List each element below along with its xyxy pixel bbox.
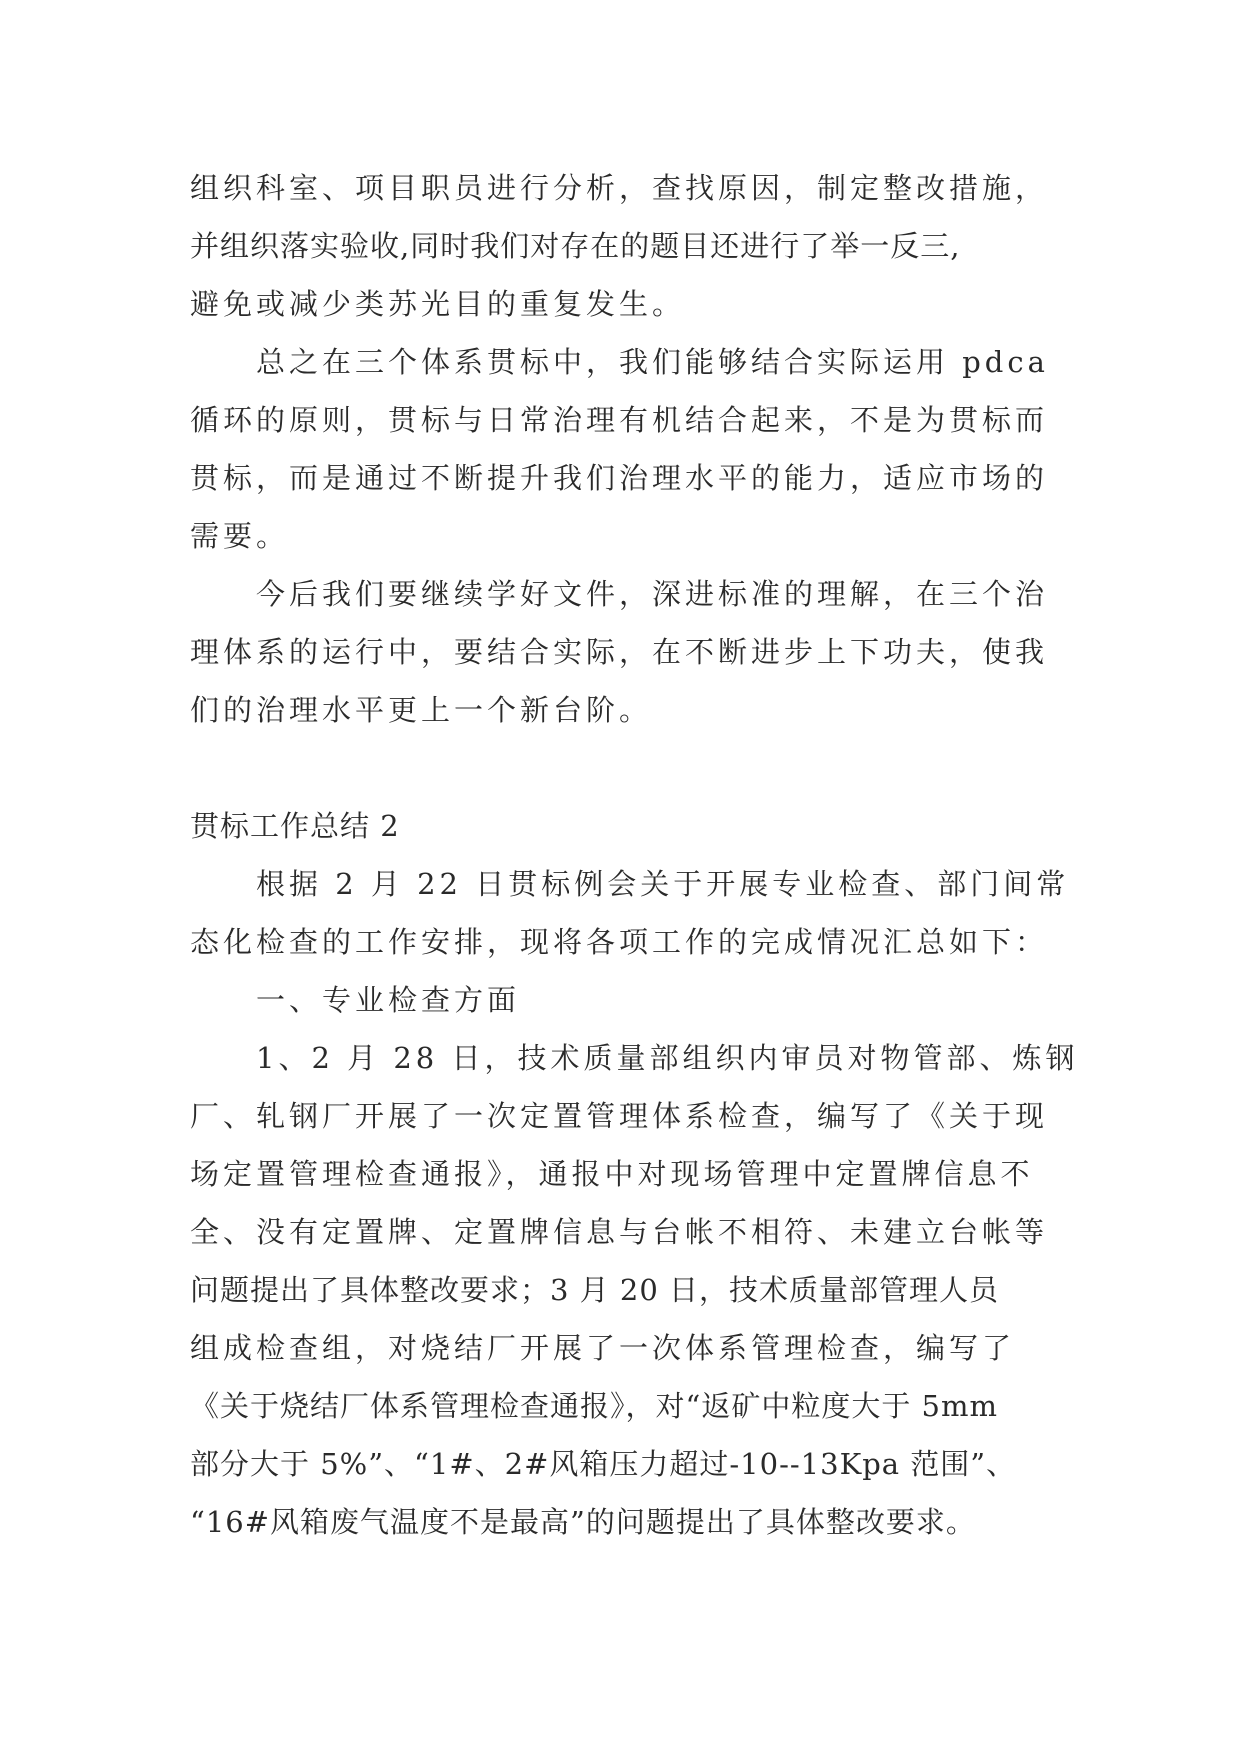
body-line: “16#风箱废气温度不是最高”的问题提出了具体整改要求。: [190, 1505, 976, 1539]
body-line: 态化检查的工作安排，现将各项工作的完成情况汇总如下：: [190, 925, 1049, 959]
body-line: 组织科室、项目职员进行分析，查找原因，制定整改措施，: [190, 171, 1049, 205]
body-line: 避免或减少类苏光目的重复发生。: [190, 287, 686, 321]
paragraph-first-line: 1、2 月 28 日，技术质量部组织内审员对物管部、炼钢: [256, 1041, 1079, 1075]
body-line: 《关于烧结厂体系管理检查通报》，对“返矿中粒度大于 5mm: [190, 1389, 998, 1423]
body-line: 理体系的运行中，要结合实际，在不断进步上下功夫，使我: [190, 635, 1049, 669]
body-line: 厂、轧钢厂开展了一次定置管理体系检查，编写了《关于现: [190, 1099, 1049, 1133]
body-line: 贯标，而是通过不断提升我们治理水平的能力，适应市场的: [190, 461, 1049, 495]
body-line: 组成检查组，对烧结厂开展了一次体系管理检查，编写了: [190, 1331, 1016, 1365]
body-line: 循环的原则，贯标与日常治理有机结合起来，不是为贯标而: [190, 403, 1049, 437]
body-line: 场定置管理检查通报》，通报中对现场管理中定置牌信息不: [190, 1157, 1034, 1191]
body-line: 们的治理水平更上一个新台阶。: [190, 693, 653, 727]
section-heading: 贯标工作总结 2: [190, 809, 400, 843]
body-line: 部分大于 5%”、“1#、2#风箱压力超过-10--13Kpa 范围”、: [190, 1447, 1017, 1481]
body-line: 全、没有定置牌、定置牌信息与台帐不相符、未建立台帐等: [190, 1215, 1049, 1249]
paragraph-first-line: 今后我们要继续学好文件，深进标准的理解，在三个治: [256, 577, 1049, 611]
subsection-heading: 一、专业检查方面: [256, 983, 521, 1017]
paragraph-first-line: 总之在三个体系贯标中，我们能够结合实际运用 pdca: [256, 345, 1049, 379]
paragraph-first-line: 根据 2 月 22 日贯标例会关于开展专业检查、部门间常: [256, 867, 1070, 901]
body-line: 并组织落实验收,同时我们对存在的题目还进行了举一反三,: [190, 229, 961, 263]
body-line: 问题提出了具体整改要求；3 月 20 日，技术质量部管理人员: [190, 1273, 1000, 1307]
body-line: 需要。: [190, 519, 290, 553]
